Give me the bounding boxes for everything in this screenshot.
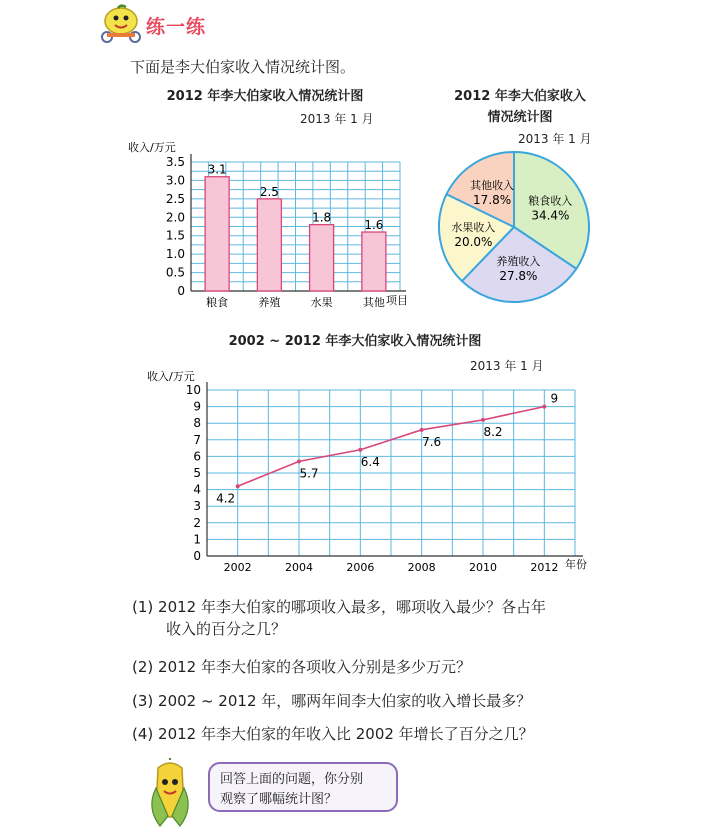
bar-category-label: 养殖 bbox=[258, 296, 281, 309]
hint-line-2: 观察了哪幅统计图？ bbox=[220, 792, 338, 807]
pie-slice-percent: 34.4% bbox=[531, 208, 570, 223]
lemon-mascot-icon bbox=[96, 4, 146, 44]
bar bbox=[257, 199, 281, 291]
line-ytick-label: 1 bbox=[193, 532, 201, 547]
line-value-label: 6.4 bbox=[360, 454, 380, 469]
line-point bbox=[542, 405, 546, 409]
intro-text: 下面是李大伯家收入情况统计图。 bbox=[130, 58, 356, 76]
hint-line-1: 回答上面的问题，你分别 bbox=[220, 772, 364, 787]
line-point bbox=[297, 459, 301, 463]
bar-chart bbox=[128, 138, 428, 313]
pie-chart-title-2: 情况统计图 bbox=[487, 110, 553, 125]
bar bbox=[310, 225, 334, 291]
bar bbox=[362, 232, 386, 291]
line-xtick-label: 2006 bbox=[346, 561, 375, 574]
line-point bbox=[481, 418, 485, 422]
pie-chart-title-1: 2012 年李大伯家收入 bbox=[454, 89, 586, 104]
line-value-label: 9 bbox=[550, 391, 559, 406]
bar bbox=[205, 177, 229, 291]
pie-slice-name: 其他收入 bbox=[470, 179, 515, 193]
header-badge bbox=[96, 6, 246, 42]
pie-slice-percent: 20.0% bbox=[454, 235, 493, 250]
line-point bbox=[420, 428, 424, 432]
line-value-label: 4.2 bbox=[216, 491, 236, 506]
question-3 bbox=[132, 690, 531, 712]
bar-value-label: 1.8 bbox=[312, 210, 332, 225]
pie-slice-name: 养殖收入 bbox=[496, 255, 541, 269]
bar-ytick-label: 3.5 bbox=[165, 155, 185, 169]
bar-value-label: 2.5 bbox=[259, 184, 279, 199]
question-number: (3) bbox=[132, 692, 154, 710]
bar-chart-date: 2013 年 1 月 bbox=[300, 112, 374, 126]
bar-category-label: 其他 bbox=[362, 296, 385, 309]
question-text: 2012 年李大伯家的年收入比 2002 年增长了百分之几？ bbox=[158, 725, 534, 743]
bar-ytick-label: 2.0 bbox=[165, 210, 185, 225]
bar-value-label: 3.1 bbox=[207, 162, 227, 177]
line-ytick-label: 9 bbox=[193, 399, 201, 414]
line-ytick-label: 2 bbox=[193, 515, 201, 530]
line-point bbox=[236, 484, 240, 488]
line-ylabel: 收入/万元 bbox=[147, 370, 195, 383]
line-xlabel: 年份 bbox=[565, 558, 587, 571]
line-ytick-label: 6 bbox=[193, 449, 201, 464]
line-ytick-label: 10 bbox=[185, 383, 201, 397]
line-value-label: 7.6 bbox=[422, 434, 442, 449]
line-xtick-label: 2004 bbox=[285, 561, 313, 574]
line-value-label: 5.7 bbox=[299, 466, 319, 481]
line-chart-date: 2013 年 1 月 bbox=[470, 359, 544, 373]
line-value-label: 8.2 bbox=[483, 424, 503, 439]
bar-ylabel: 收入/万元 bbox=[128, 141, 176, 154]
line-ytick-label: 3 bbox=[193, 499, 201, 514]
bar-ytick-label: 1.5 bbox=[165, 228, 185, 243]
question-text: 2012 年李大伯家的哪项收入最多，哪项收入最少？各占年 bbox=[158, 598, 546, 616]
bar-category-label: 水果 bbox=[310, 296, 333, 309]
bar-category-label: 粮食 bbox=[206, 296, 229, 309]
question-number: (1) bbox=[132, 598, 154, 616]
bar-ytick-label: 0.5 bbox=[165, 265, 185, 280]
line-ytick-label: 0 bbox=[193, 549, 201, 563]
line-chart bbox=[145, 366, 605, 576]
bar-ytick-label: 1.0 bbox=[165, 247, 185, 262]
line-xtick-label: 2010 bbox=[469, 561, 497, 574]
bar-xlabel: 项目 bbox=[386, 294, 408, 307]
line-xtick-label: 2002 bbox=[223, 561, 252, 574]
bar-ytick-label: 0 bbox=[177, 284, 185, 298]
question-number: (4) bbox=[132, 725, 154, 743]
bar-ytick-label: 3.0 bbox=[165, 173, 185, 188]
question-2 bbox=[132, 656, 471, 678]
section-title: 练一练 bbox=[146, 16, 207, 38]
line-ytick-label: 7 bbox=[193, 432, 201, 447]
pie-chart bbox=[430, 148, 600, 308]
pie-slice-percent: 17.8% bbox=[473, 193, 512, 208]
question-number: (2) bbox=[132, 658, 154, 676]
line-xtick-label: 2012 bbox=[530, 561, 559, 574]
bar-ytick-label: 2.5 bbox=[165, 191, 185, 206]
line-ytick-label: 8 bbox=[193, 416, 201, 431]
line-xtick-label: 2008 bbox=[407, 561, 436, 574]
pie-slice-name: 水果收入 bbox=[451, 221, 496, 235]
line-point bbox=[358, 448, 362, 452]
question-text: 2002 ~ 2012 年，哪两年间李大伯家的收入增长最多？ bbox=[158, 692, 532, 710]
hint-bubble bbox=[208, 762, 398, 812]
pie-slice-percent: 27.8% bbox=[499, 269, 538, 284]
question-1 bbox=[132, 596, 546, 640]
pie-chart-date: 2013 年 1 月 bbox=[518, 132, 592, 146]
bar-chart-title: 2012 年李大伯家收入情况统计图 bbox=[166, 89, 364, 104]
line-ytick-label: 4 bbox=[193, 482, 201, 497]
question-4 bbox=[132, 723, 534, 745]
line-ytick-label: 5 bbox=[193, 466, 201, 480]
corn-mascot-icon bbox=[140, 758, 200, 830]
line-chart-title: 2002 ~ 2012 年李大伯家收入情况统计图 bbox=[228, 334, 482, 349]
question-text-cont: 收入的百分之几？ bbox=[166, 620, 287, 638]
pie-slice-name: 粮食收入 bbox=[528, 194, 573, 208]
question-text: 2012 年李大伯家的各项收入分别是多少万元？ bbox=[158, 658, 471, 676]
bar-value-label: 1.6 bbox=[364, 218, 384, 233]
